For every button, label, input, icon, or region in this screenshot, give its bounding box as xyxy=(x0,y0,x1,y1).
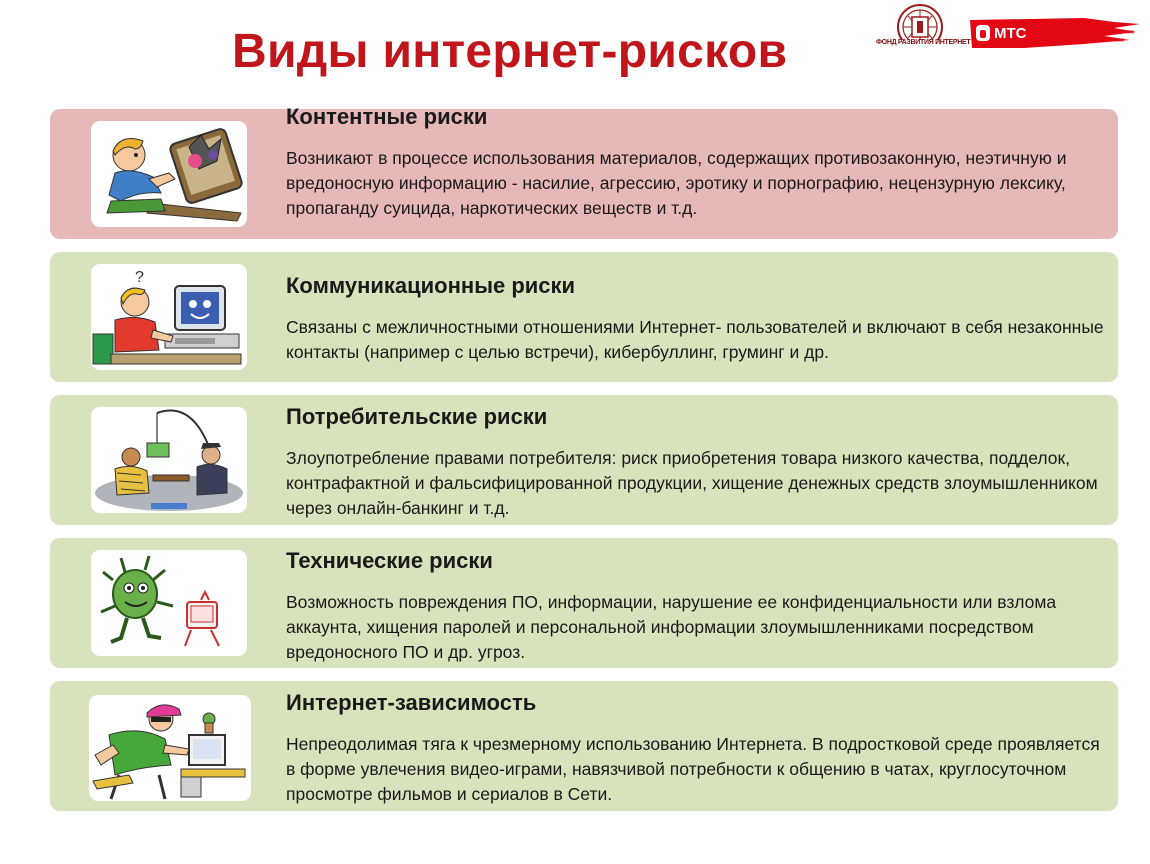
mts-logo-text: МТС xyxy=(994,25,1027,42)
risk-card-addiction xyxy=(50,681,1118,811)
risk-card-title: Потребительские риски xyxy=(286,404,548,429)
fishing-for-money-illustration xyxy=(91,407,247,513)
virus-monster-computer-illustration xyxy=(91,550,247,656)
risk-card-text: Злоупотребление правами потребителя: риск приобретения товара низкого качества, подделок, контрафактной и фальсифицированной продукции, хищение денежных средств злоумышленником через онлайн-банкинг и т.д. xyxy=(286,448,1098,518)
risk-card-text: Непреодолимая тяга к чрезмерному использованию Интернета. В подростковой среде проявляется в форме увлечения видео-играми, навязчивой потребности к общению в чатах, круглосуточном просмотре фильмов и сериалов в Сети. xyxy=(286,734,1100,804)
risk-card-content xyxy=(50,104,1118,239)
risk-card-consumer xyxy=(50,395,1118,525)
risk-card-technical xyxy=(50,538,1118,668)
risk-card-title: Контентные риски xyxy=(286,104,488,129)
risk-card-text: Связаны с межличностными отношениями Интернет- пользователей и включают в себя незаконные контакты (например с целью встречи), кибербуллинг, груминг и др. xyxy=(286,317,1104,362)
mts-logo xyxy=(964,14,1142,54)
risk-card-communication xyxy=(50,252,1118,382)
addicted-gamer-illustration xyxy=(89,695,251,801)
risk-card-title: Технические риски xyxy=(286,548,493,573)
risk-card-title: Коммуникационные риски xyxy=(286,273,576,298)
svg-text:?: ? xyxy=(135,269,144,286)
risk-card-text: Возможность повреждения ПО, информации, нарушение ее конфиденциальности или взлома аккаунта, хищения паролей и персональной информации злоумышленниками посредством вредоносного ПО и др. угроз. xyxy=(286,592,1057,662)
internet-fund-logo xyxy=(876,2,971,56)
risk-card-text: Возникают в процессе использования материалов, содержащих противозаконную, неэтичную и вредоносную информацию - насилие, агрессию, эротику и порнографию, нецензурную лексику, пропаганду суицида, наркотических веществ и т.д. xyxy=(286,148,1067,218)
boy-talking-computer-illustration xyxy=(91,264,247,370)
risk-card-title: Интернет-зависимость xyxy=(286,690,537,715)
boy-monster-screen-illustration xyxy=(91,121,247,227)
fund-logo-text: ФОНД РАЗВИТИЯ ИНТЕРНЕТ xyxy=(876,39,971,46)
page-title: Виды интернет-рисков xyxy=(232,25,788,78)
